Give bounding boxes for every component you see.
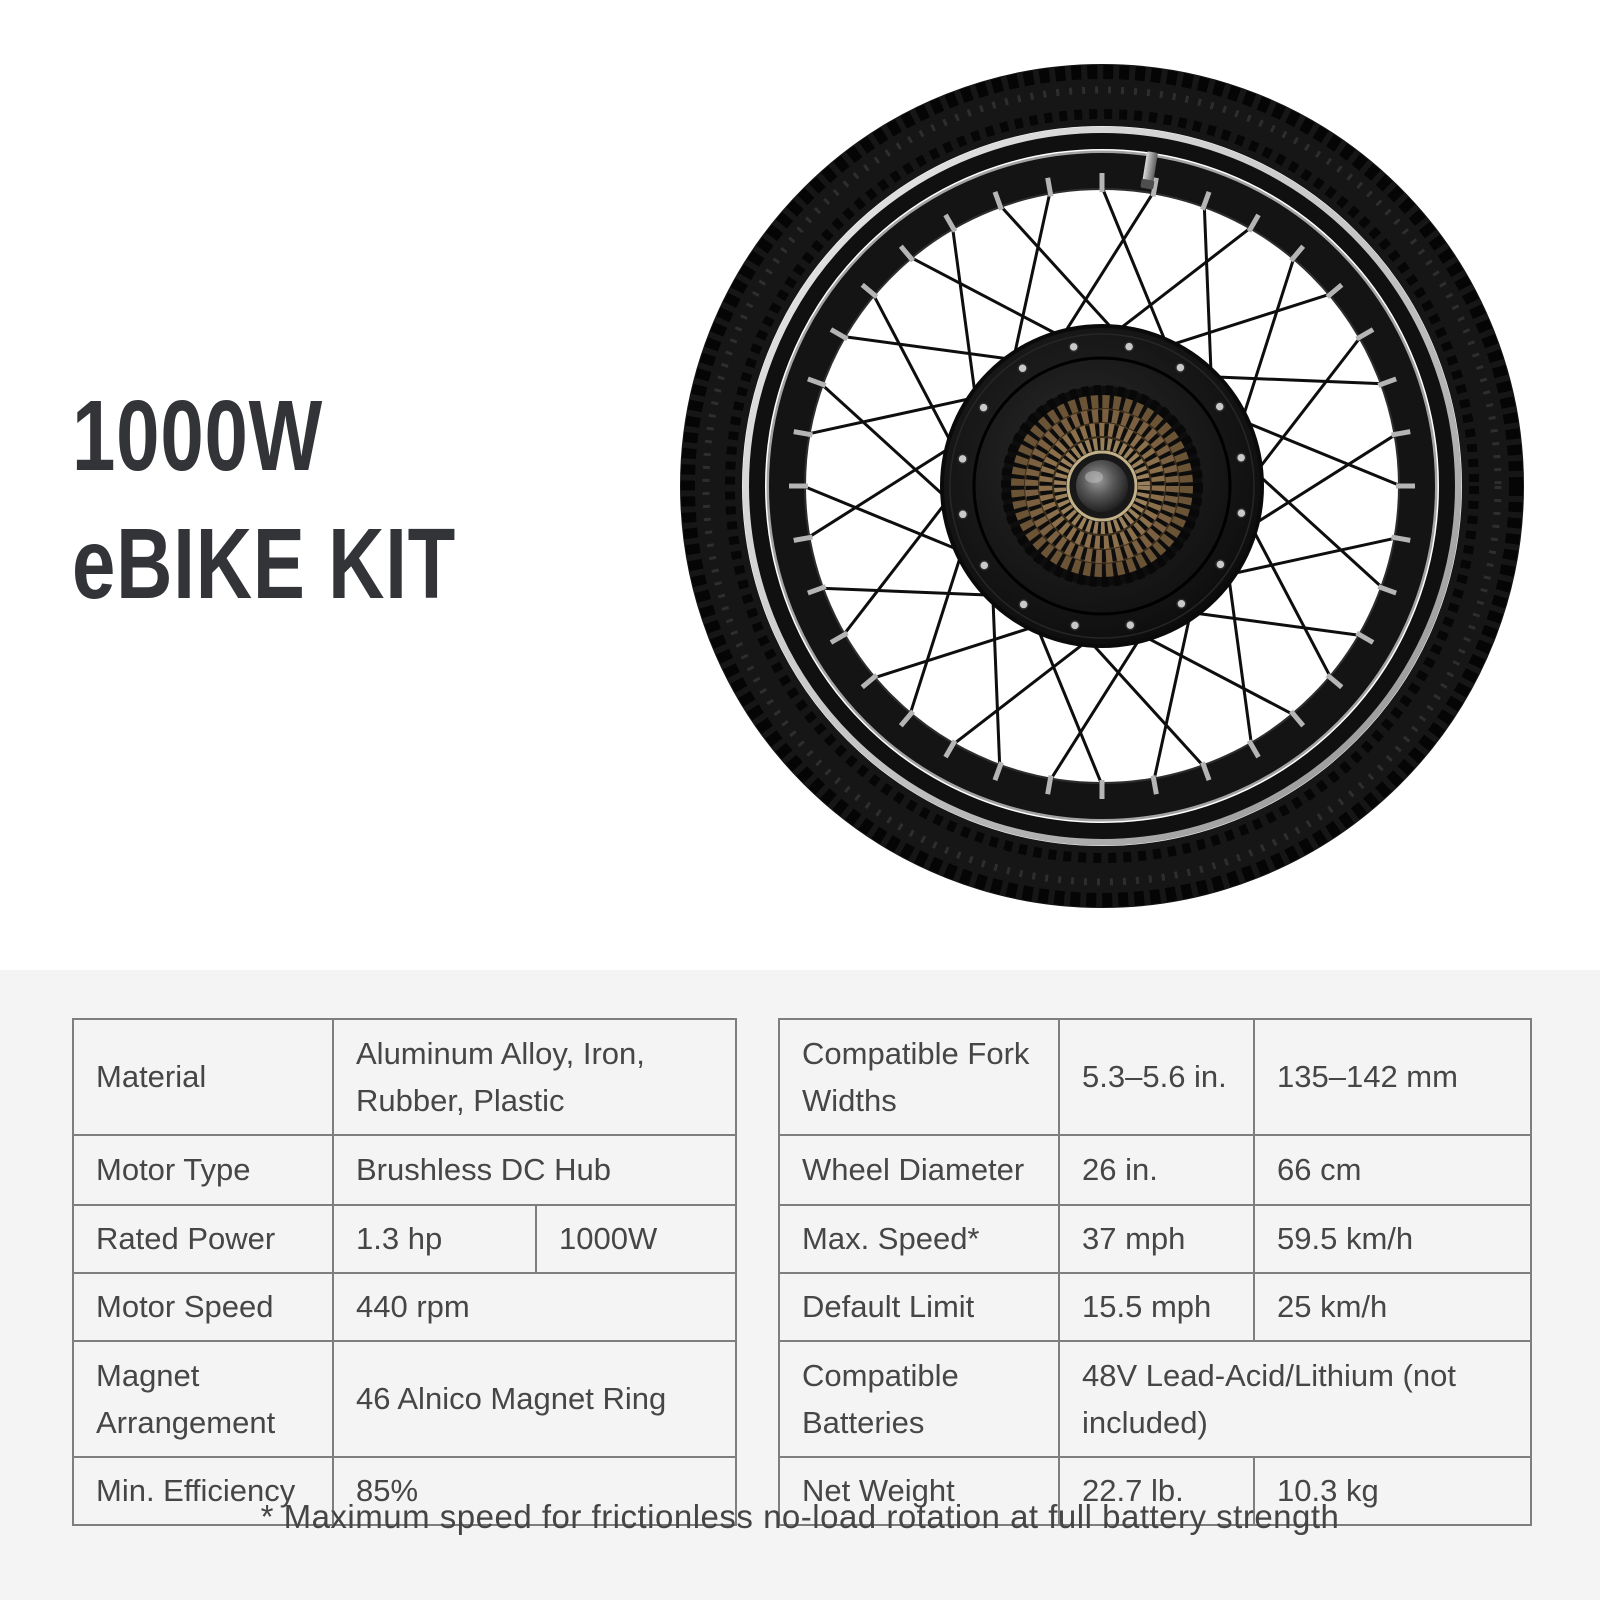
footnote: * Maximum speed for frictionless no-load rotation at full battery strength (260, 1498, 1340, 1535)
spec-tables (72, 1018, 1532, 1526)
spec-value: 1000W (536, 1205, 736, 1273)
spec-label: Material (73, 1019, 333, 1135)
fit-spec-table (778, 1018, 1532, 1526)
spec-value: 85% (333, 1457, 736, 1525)
table-row (73, 1019, 736, 1135)
spec-label: Magnet Arrangement (73, 1341, 333, 1457)
spec-value: 5.3–5.6 in. (1059, 1019, 1254, 1135)
spec-value: 15.5 mph (1059, 1273, 1254, 1341)
table-row (73, 1205, 736, 1273)
motor-spec-table (72, 1018, 737, 1526)
spec-value: 10.3 kg (1254, 1457, 1531, 1525)
freewheel-cassette (1002, 386, 1202, 586)
spec-label: Compatible Batteries (779, 1341, 1059, 1457)
product-title-line1: 1000W (72, 380, 324, 492)
spec-label: Motor Speed (73, 1273, 333, 1341)
spec-value: 26 in. (1059, 1135, 1254, 1205)
spec-value: Brushless DC Hub (333, 1135, 736, 1205)
spec-value: 48V Lead-Acid/Lithium (not included) (1059, 1341, 1531, 1457)
product-title (72, 372, 456, 628)
spec-label: Rated Power (73, 1205, 333, 1273)
table-row (779, 1273, 1531, 1341)
spec-value: 1.3 hp (333, 1205, 536, 1273)
spec-label: Wheel Diameter (779, 1135, 1059, 1205)
spec-value: 440 rpm (333, 1273, 736, 1341)
spec-label: Default Limit (779, 1273, 1059, 1341)
wheel-photo (660, 44, 1544, 928)
spec-label: Motor Type (73, 1135, 333, 1205)
spec-value: 66 cm (1254, 1135, 1531, 1205)
table-row (779, 1341, 1531, 1457)
spec-value: 59.5 km/h (1254, 1205, 1531, 1273)
spec-value: 135–142 mm (1254, 1019, 1531, 1135)
spec-label: Compatible Fork Widths (779, 1019, 1059, 1135)
wheel-illustration (660, 44, 1544, 928)
spec-value: 37 mph (1059, 1205, 1254, 1273)
spec-value: 46 Alnico Magnet Ring (333, 1341, 736, 1457)
spec-label: Max. Speed* (779, 1205, 1059, 1273)
spec-value: 22.7 lb. (1059, 1457, 1254, 1525)
spec-label: Net Weight (779, 1457, 1059, 1525)
table-row (73, 1341, 736, 1457)
product-title-line2: eBIKE KIT (72, 508, 457, 620)
table-row (779, 1019, 1531, 1135)
table-row (73, 1135, 736, 1205)
table-row (779, 1135, 1531, 1205)
spec-value: Aluminum Alloy, Iron, Rubber, Plastic (333, 1019, 736, 1135)
table-row (779, 1205, 1531, 1273)
spec-label: Min. Efficiency (73, 1457, 333, 1525)
table-row (73, 1273, 736, 1341)
spec-value: 25 km/h (1254, 1273, 1531, 1341)
